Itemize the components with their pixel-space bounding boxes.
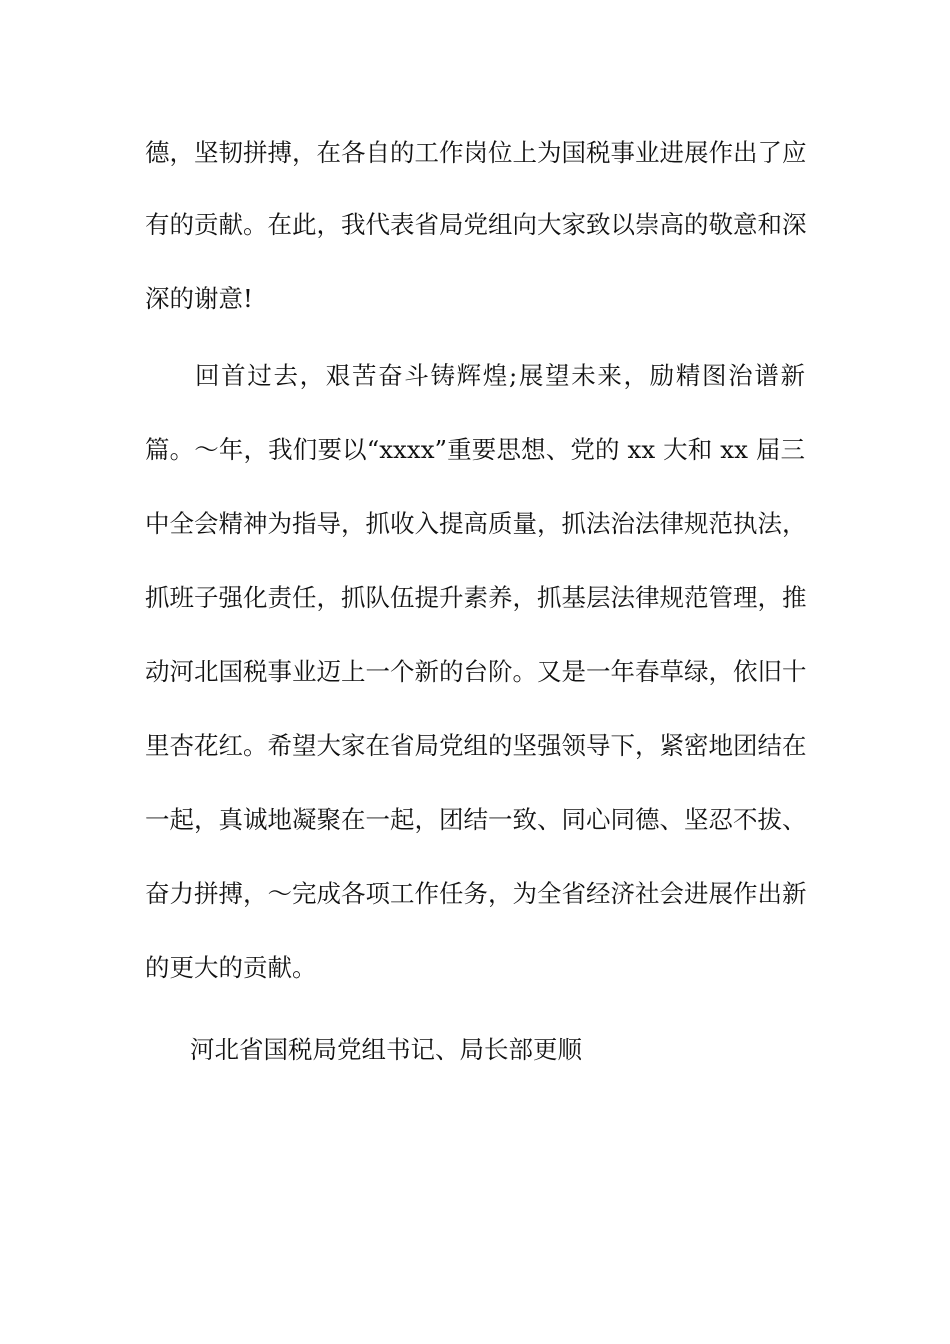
text-line: 一起，真诚地凝聚在一起，团结一致、同心同德、坚忍不拔、 xyxy=(145,805,807,834)
text-line: 回首过去，艰苦奋斗铸辉煌;展望未来，励精图治谱新 xyxy=(195,361,805,390)
text-line: 篇。～年，我们要以“xxxx”重要思想、党的 xx 大和 xx 届三 xyxy=(145,435,805,464)
text-line: 有的贡献。在此，我代表省局党组向大家致以崇高的敬意和深 xyxy=(145,210,807,239)
text-line: 的更大的贡献。 xyxy=(145,953,317,982)
text-line: 动河北国税事业迈上一个新的台阶。又是一年春草绿，依旧十 xyxy=(145,657,807,686)
text-line: 德，坚韧拼搏，在各自的工作岗位上为国税事业进展作出了应 xyxy=(145,138,807,167)
text-line: 抓班子强化责任，抓队伍提升素养，抓基层法律规范管理，推 xyxy=(145,583,807,612)
text-line: 奋力拼搏，～完成各项工作任务，为全省经济社会进展作出新 xyxy=(145,879,807,908)
signature-line: 河北省国税局党组书记、局长部更顺 xyxy=(190,1035,582,1064)
text-line: 中全会精神为指导，抓收入提高质量，抓法治法律规范执法， xyxy=(145,509,807,538)
text-line: 里杏花红。希望大家在省局党组的坚强领导下，紧密地团结在 xyxy=(145,731,807,760)
text-line: 深的谢意! xyxy=(145,284,253,313)
